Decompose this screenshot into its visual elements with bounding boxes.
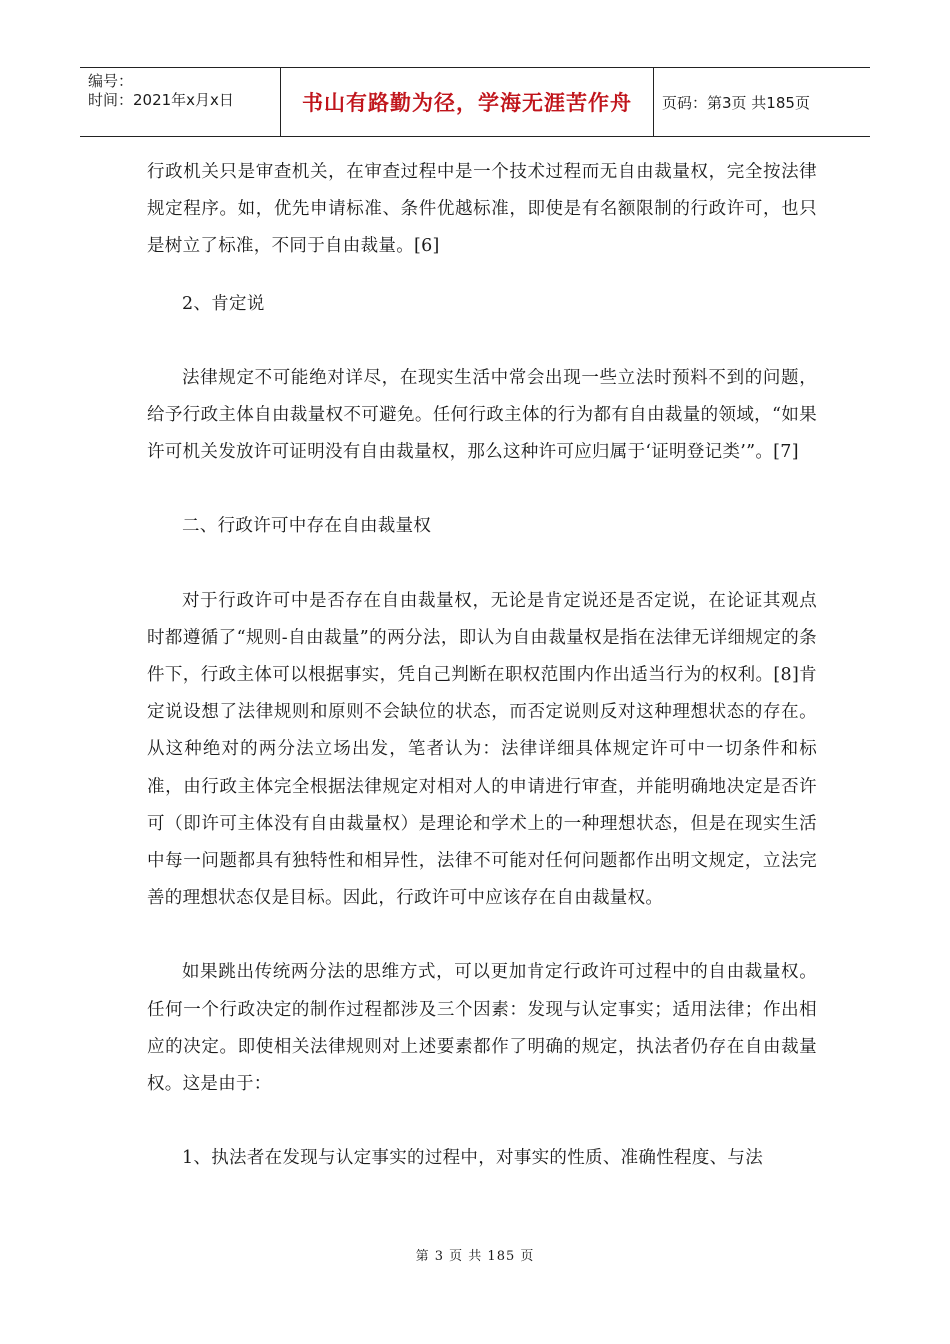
document-body xyxy=(147,154,817,1177)
header-motto: 书山有路勤为径，学海无涯苦作舟 xyxy=(281,68,654,136)
page-footer: 第 3 页 共 185 页 xyxy=(415,1249,535,1264)
header-meta xyxy=(80,68,281,136)
section-heading: 2、肯定说 xyxy=(182,293,265,314)
paragraph: 如果跳出传统两分法的思维方式，可以更加肯定行政许可过程中的自由裁量权。任何一个行政决定的制作过程都涉及三个因素：发现与认定事实；适用法律；作出相应的决定。即使相关法律规则对上述要素都作了明确的规定，执法者仍存在自由裁量权。这是由于： xyxy=(147,962,817,1095)
header-page-info: 页码：第3页 共185页 xyxy=(662,93,810,112)
paragraph: 1、执法者在发现与认定事实的过程中，对事实的性质、准确性程度、与法 xyxy=(182,1148,764,1169)
number-label: 编号： xyxy=(88,72,134,90)
paragraph: 对于行政许可中是否存在自由裁量权，无论是肯定说还是否定说，在论证其观点时都遵循了“规则-自由裁量”的两分法，即认为自由裁量权是指在法律无详细规定的条件下，行政主体可以根据事实，凭自己判断在职权范围内作出适当行为的权利。[8]肯定说设想了法律规则和原则不会缺位的状态，而否定说则反对这种理想状态的存在。从这种绝对的两分法立场出发，笔者认为：法律详细具体规定许可中一切条件和标准，由行政主体完全根据法律规定对相对人的申请进行审查，并能明确地决定是否许可（即许可主体没有自由裁量权）是理论和学术上的一种理想状态，但是在现实生活中每一问题都具有独特性和相异性，法律不可能对任何问题都作出明文规定，立法完善的理想状态仅是目标。因此，行政许可中应该存在自由裁量权。 xyxy=(147,590,817,909)
page-header xyxy=(80,67,870,137)
time-label: 时间：2021年x月x日 xyxy=(88,91,234,109)
section-heading: 二、行政许可中存在自由裁量权 xyxy=(182,516,432,537)
paragraph: 法律规定不可能绝对详尽，在现实生活中常会出现一些立法时预料不到的问题，给予行政主体自由裁量权不可避免。任何行政主体的行为都有自由裁量的领域，“如果许可机关发放许可证明没有自由裁量权，那么这种许可应归属于‘证明登记类’”。[7] xyxy=(147,367,817,463)
paragraph: 行政机关只是审查机关，在审查过程中是一个技术过程而无自由裁量权，完全按法律规定程序。如，优先申请标准、条件优越标准，即使是有名额限制的行政许可，也只是树立了标准，不同于自由裁量。[6] xyxy=(147,162,817,257)
